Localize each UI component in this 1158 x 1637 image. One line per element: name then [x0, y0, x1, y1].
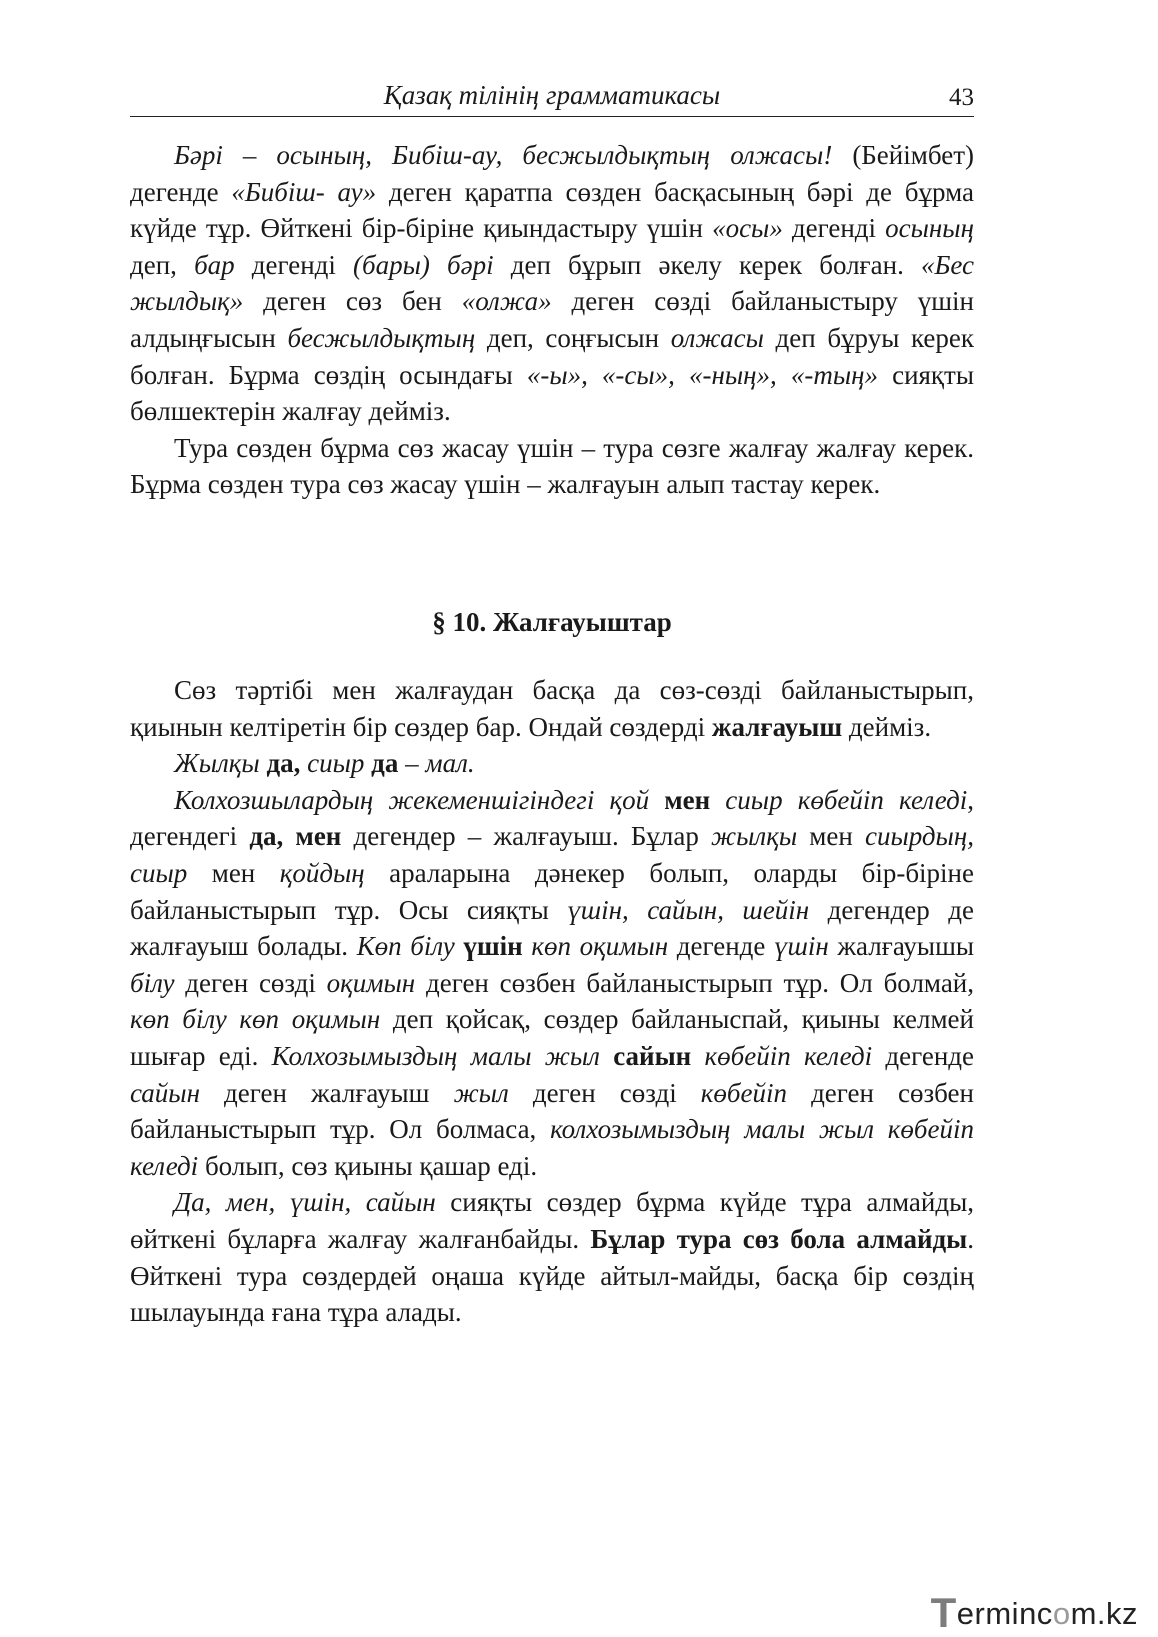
bold-run: да,	[259, 748, 301, 779]
italic-run: (бары) бәрі	[353, 249, 494, 280]
text-run: деп, соңғысын	[475, 322, 671, 353]
italic-run: колхозымыздың малы жыл көбейіп келеді	[130, 1114, 974, 1181]
text-run: деп бұрып әкелу керек болған.	[493, 249, 921, 280]
italic-run: қойдың	[279, 857, 365, 888]
text-run: сияқты сөздер бұрма күйде тұра алмайды, өйткені бұларға жалғау жалғанбайды.	[130, 1187, 974, 1254]
text-run: дегендер де жалғауыш болады.	[130, 894, 974, 962]
italic-run: оқимын	[326, 967, 416, 998]
italic-run: көп оқимын	[522, 931, 669, 962]
page-number: 43	[949, 84, 974, 111]
italic-run: «олжа»	[461, 286, 552, 317]
text-run: мен	[187, 857, 280, 888]
paragraph	[130, 1184, 974, 1330]
italic-run: бесжылдықтың	[287, 322, 476, 353]
text-run: Сөз тәртібі мен жалғаудан басқа да сөз-сөзді байланыстырып, қиынын келтіретін бір сөздер бар. Ондай сөздерді	[130, 675, 974, 742]
italic-run: осының	[885, 213, 974, 244]
running-header	[130, 80, 974, 117]
bold-run: жалғауыш	[711, 711, 843, 742]
bold-run: үшін	[454, 931, 523, 962]
bold-run: да	[364, 748, 399, 779]
text-run: деген сөз бен	[243, 286, 462, 317]
bold-run: мен	[649, 784, 711, 815]
italic-run: сиыр	[300, 748, 365, 779]
text-run: дейміз.	[842, 711, 932, 742]
italic-run: сайын	[130, 1077, 200, 1108]
italic-run: бар	[194, 249, 235, 280]
italic-run: білу	[130, 967, 175, 998]
watermark-text-1: erminc	[956, 1596, 1053, 1631]
text-run: деген қаратпа сөзден басқасының бәрі де бұрма күйде тұр. Өйткені бір-біріне қиындастыру үшін	[130, 176, 975, 244]
bold-run: да, мен	[249, 821, 342, 852]
text-run: мен	[797, 821, 865, 852]
text-run: . Өйткені тура сөздердей оңаша күйде айтыл-майды, басқа бір сөздің шылауында ғана тұра алады.	[130, 1223, 974, 1328]
italic-run: Жылқы	[174, 748, 260, 779]
italic-run: көбейіп	[700, 1077, 787, 1108]
text-run: дегенде	[668, 931, 774, 962]
italic-run: «Бес жылдық»	[130, 249, 974, 317]
italic-run: үшін	[773, 931, 829, 962]
text-run: деген сөзді	[508, 1077, 701, 1108]
italic-run: «-ы», «-сы», «-ның», «-тың»	[526, 359, 879, 390]
section-heading: § 10. Жалғауыштар	[432, 607, 672, 637]
text-block-intro	[130, 137, 974, 503]
italic-run: көп білу көп оқимын	[130, 1004, 381, 1035]
italic-run: үшін, сайын, шейін	[567, 894, 810, 925]
text-run: жалғауышы	[828, 931, 974, 962]
watermark-text-3: m.kz	[1070, 1596, 1138, 1631]
text-run: деп,	[130, 249, 195, 280]
watermark-t-letter: T	[930, 1589, 957, 1636]
text-run: деген сөзбен байланыстырып тұр. Ол болмай,	[415, 967, 975, 998]
text-run: деген жалғауыш	[199, 1077, 454, 1108]
italic-run: Бәрі – осының, Бибіш-ау, бесжылдықтың олжасы!	[174, 140, 833, 170]
italic-run: «Бибіш- ау»	[231, 176, 377, 207]
text-run: деп бұруы керек болған. Бұрма сөздің осындағы	[130, 322, 974, 390]
bold-run: Бұлар тура сөз бола алмайды	[590, 1223, 968, 1254]
text-run: дегендер – жалғауыш. Бұлар	[341, 821, 712, 852]
italic-run: олжасы	[670, 322, 764, 353]
text-run: (Бейімбет) дегенде	[130, 140, 974, 207]
bold-run: сайын	[599, 1040, 692, 1071]
text-run: араларына дәнекер болып, оларды бір-біріне байланыстырып тұр. Осы сияқты	[130, 857, 974, 925]
text-run: болып, сөз қиыны қашар еді.	[198, 1150, 538, 1181]
italic-run: – мал.	[398, 748, 475, 779]
text-run: деген сөзді	[174, 967, 327, 998]
text-block-section	[130, 672, 974, 1331]
example-line	[130, 745, 974, 782]
text-run: деген сөзді байланыстыру үшін алдыңғысын	[130, 286, 974, 353]
text-run: дегенді	[782, 213, 886, 244]
italic-run: сиыр көбейіп келеді	[710, 784, 968, 815]
running-title: Қазақ тілінің грамматикасы	[383, 80, 721, 110]
watermark-logo	[931, 1589, 1138, 1637]
text-run: дегенде	[872, 1040, 975, 1071]
text-run: деген сөзбен байланыстырып тұр. Ол болмаса,	[130, 1077, 974, 1145]
italic-run: жыл	[453, 1077, 509, 1108]
text-run: Тура сөзден бұрма сөз жасау үшін – тура сөзге жалғау жалғау керек. Бұрма сөзден тура сөз жасау үшін – жалғауын алып тастау керек.	[130, 432, 974, 500]
italic-run: Колхозшылардың жекеменшігіндегі қой	[174, 784, 650, 815]
paragraph	[130, 430, 974, 503]
paragraph	[130, 137, 974, 430]
text-run: деп қойсақ, сөздер байланыспай, қиыны келмей шығар еді.	[130, 1004, 974, 1071]
paragraph	[130, 672, 974, 745]
text-run: сияқты бөлшектерін жалғау дейміз.	[130, 359, 974, 427]
watermark-text-2: o	[1052, 1596, 1071, 1631]
paragraph	[130, 782, 974, 1185]
italic-run: Көп білу	[356, 931, 455, 962]
italic-run: Да, мен, үшін, сайын	[174, 1187, 436, 1218]
text-run: дегенді	[234, 249, 354, 280]
text-run: , дегендегі	[130, 784, 974, 852]
italic-run: жылқы	[711, 821, 798, 852]
italic-run: көбейіп келеді	[691, 1040, 873, 1071]
italic-run: «осы»	[712, 213, 783, 244]
italic-run: Колхозымыздың малы жыл	[271, 1040, 600, 1071]
italic-run: сиырдың, сиыр	[130, 821, 974, 888]
